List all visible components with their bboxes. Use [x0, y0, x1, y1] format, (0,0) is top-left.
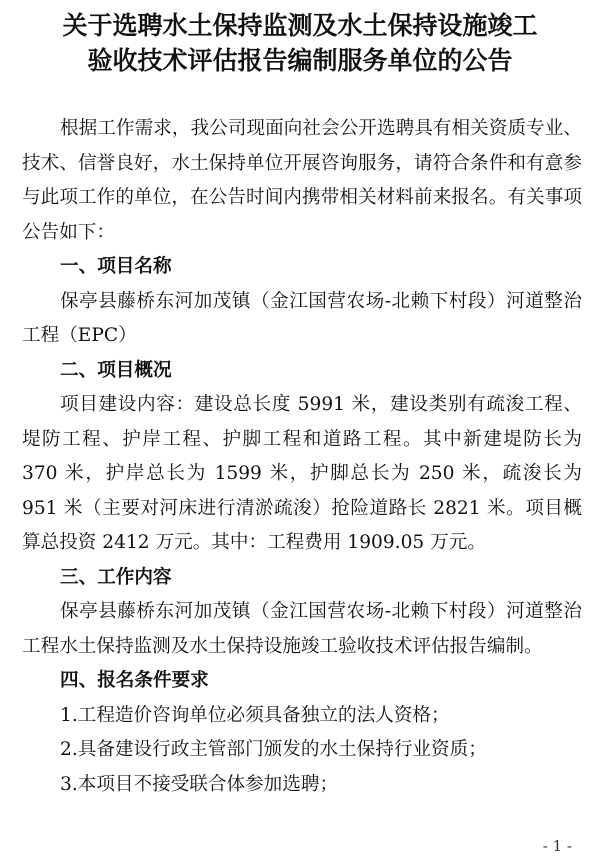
intro-paragraph: 根据工作需求，我公司现面向社会公开选聘具有相关资质专业、技术、信誉良好，水土保持单位开展咨询服务，请符合条件和有意参与此项工作的单位，在公告时间内携带相关材料前来报名。有关事项公告如下： [22, 118, 582, 243]
page-number: - 1 - [542, 837, 572, 855]
section-heading-requirements: 四、报名条件要求 [60, 670, 209, 691]
requirement-item: 2.具备建设行政主管部门颁发的水土保持行业资质； [60, 739, 487, 760]
project-overview-text: 项目建设内容：建设总长度 5991 米，建设类别有疏浚工程、堤防工程、护岸工程、护脚工程和道路工程。其中新建堤防长为 370 米，护岸总长为 1599 米，护脚总长为 250 米，疏浚长为 951 米（主要对河床进行清淤疏浚）抢险道路长 2821 米。项目概算总投资 2412 万元。其中：工程费用 1909.05 万元。 [22, 394, 582, 553]
requirement-item: 3.本项目不接受联合体参加选聘； [60, 773, 339, 795]
project-name-text: 保亭县藤桥东河加茂镇（金江国营农场-北赖下村段）河道整治工程（EPC） [22, 290, 582, 346]
section-heading-project-overview: 二、项目概况 [60, 359, 172, 381]
title-line-2: 验收技术评估报告编制服务单位的公告 [87, 46, 513, 75]
title-line-1: 关于选聘水土保持监测及水土保持设施竣工 [62, 11, 538, 40]
section-heading-project-name: 一、项目名称 [60, 256, 172, 277]
work-content-text: 保亭县藤桥东河加茂镇（金江国营农场-北赖下村段）河道整治工程水土保持监测及水土保持设施竣工验收技术评估报告编制。 [22, 601, 582, 657]
requirement-item: 1.工程造价咨询单位必须具备独立的法人资格； [60, 704, 450, 726]
announcement-title [0, 8, 600, 78]
section-heading-work-content: 三、工作内容 [60, 566, 172, 588]
document-body [22, 112, 582, 802]
